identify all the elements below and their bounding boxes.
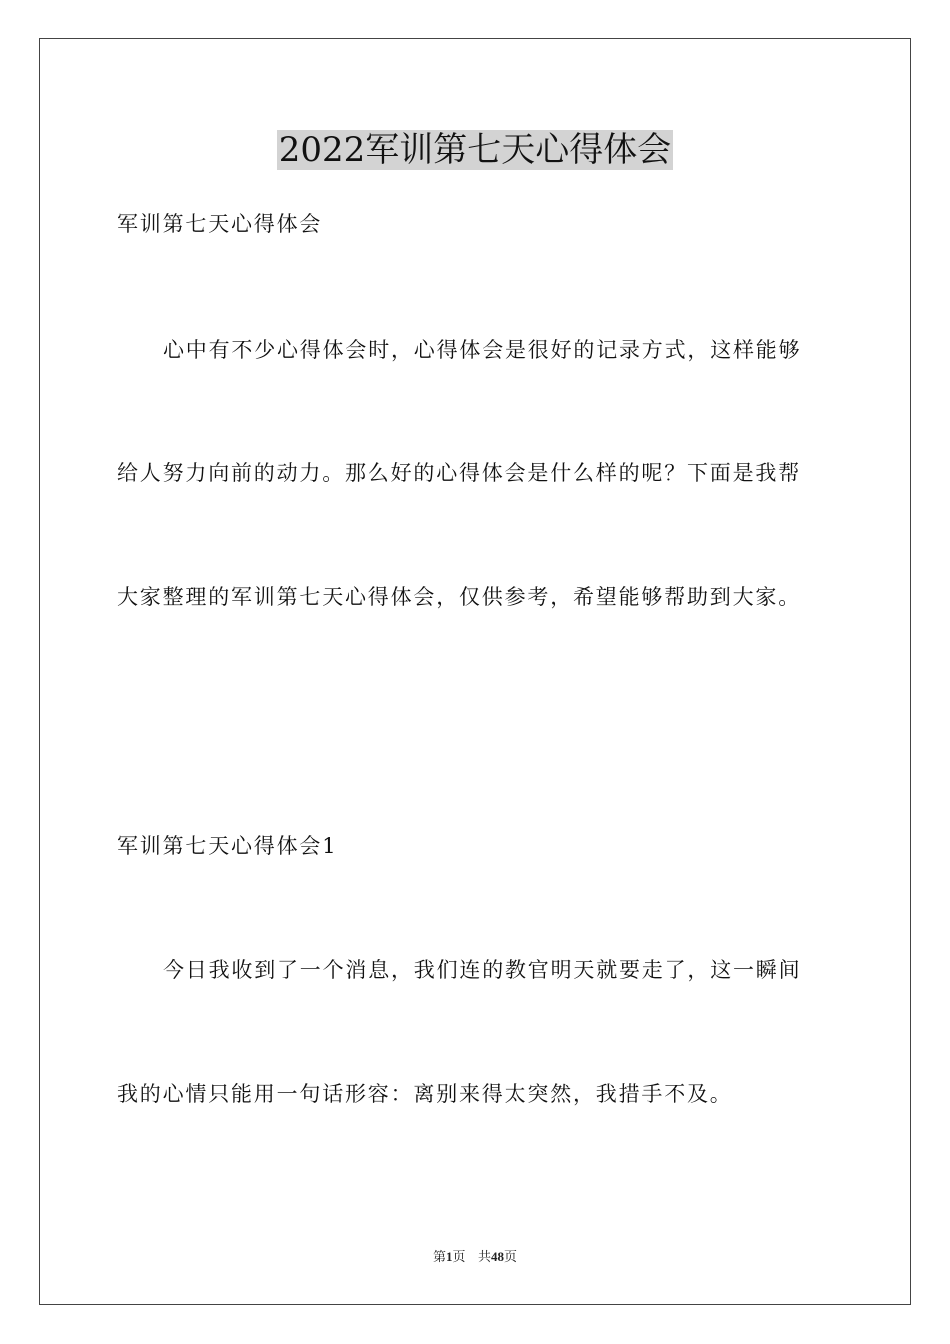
total-pages: 48 (490, 1249, 504, 1264)
section-body-line-1: 今日我收到了一个消息，我们连的教官明天就要走了，这一瞬间 (163, 958, 802, 982)
total-prefix: 共 (477, 1250, 491, 1265)
page-prefix: 第 (433, 1250, 447, 1265)
intro-line-3: 大家整理的军训第七天心得体会，仅供参考，希望能够帮助到大家。 (117, 585, 801, 609)
page-footer (0, 1248, 950, 1267)
total-suffix: 页 (503, 1250, 517, 1265)
document-title-text: 2022军训第七天心得体会 (278, 130, 672, 170)
section-heading: 军训第七天心得体会1 (117, 834, 338, 858)
page-suffix: 页 (452, 1250, 466, 1265)
document-subtitle: 军训第七天心得体会 (117, 212, 323, 236)
intro-line-2: 给人努力向前的动力。那么好的心得体会是什么样的呢？下面是我帮 (117, 461, 801, 485)
page-number: 1 (446, 1249, 453, 1264)
document-title (0, 128, 950, 172)
section-body-line-2: 我的心情只能用一句话形容：离别来得太突然，我措手不及。 (117, 1082, 733, 1106)
intro-line-1: 心中有不少心得体会时，心得体会是很好的记录方式，这样能够 (163, 338, 802, 362)
